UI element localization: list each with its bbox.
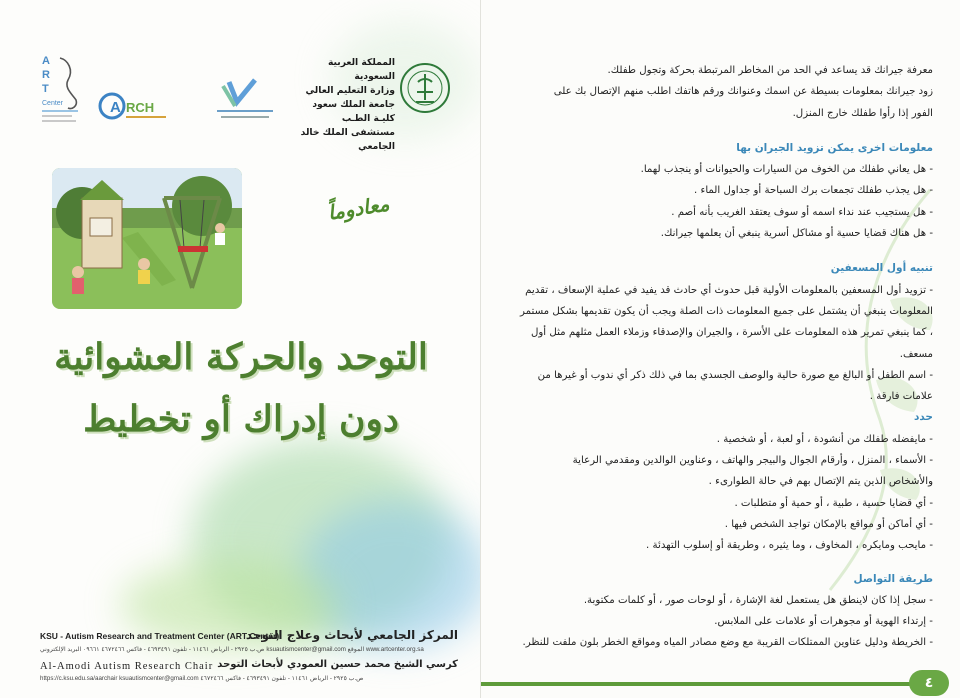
center-name-row bbox=[40, 628, 458, 644]
svg-text:RCH: RCH bbox=[126, 100, 155, 115]
section-line: علامات فارقة . bbox=[869, 391, 933, 403]
section-heading: حدد bbox=[913, 411, 933, 424]
arch-logo bbox=[98, 90, 170, 124]
svg-text:A: A bbox=[110, 99, 121, 116]
cover-title-line2: دون إدراك أو تخطيط bbox=[83, 398, 399, 440]
section-line: - تزويد أول المسعفين بالمعلومات الأولية قبل حدوث أي حادث قد يفيد في عملية الإسعاف ، تقديم bbox=[525, 284, 933, 296]
svg-text:Center: Center bbox=[42, 100, 64, 107]
section-heading: طريقة التواصل bbox=[853, 572, 933, 585]
center-contact: ص.ب ٢٩٢٥ - الرياض ١١٤٦١ - تلفون ٤٦٩٣٤٩١ - فاكس ٤٦٧٢٤٦٦ ٠٩٦٦١ البريد الإلكتروني ksuautismcenter@gmail.com الموقع www.artcenter.org.sa bbox=[40, 646, 424, 653]
section-line: - هل يجذب طفلك تجمعات برك السباحة أو جداول الماء . bbox=[694, 185, 933, 197]
section-line: - مايفضله طفلك من أنشودة ، أو لعبة ، أو شخصية . bbox=[716, 433, 933, 445]
section-line: مسعف. bbox=[899, 348, 933, 360]
section-line: - الخريطة ودليل عناوين الممتلكات القريبة مع وضع مصادر المياه ومواقع الخطر بلون ملفت للنظر. bbox=[522, 637, 933, 649]
art-center-logo bbox=[38, 50, 88, 130]
section-line: - اسم الطفل أو البالغ مع صورة حالية والوصف الجسدي بما في ذلك ذكر أي ندوب أو غيرها من bbox=[537, 369, 933, 381]
section-line: - هل يستجيب عند نداء اسمه أو سوف يعتقد الغريب بأنه أصم . bbox=[671, 206, 933, 218]
svg-text:R: R bbox=[42, 69, 50, 81]
page-number-bar bbox=[481, 682, 911, 686]
ksu-seal-logo bbox=[398, 58, 452, 120]
section-line: المعلومات ينبغي أن يشتمل على جميع المعلومات ذات الصلة ويجب أن يكون تقديمها بشكل مستمر bbox=[520, 305, 933, 317]
section-line: - الأسماء ، المنزل ، وأرقام الجوال والبيجر والهاتف ، وعناوين الوالدين ومقدمي الرعاية bbox=[572, 455, 933, 467]
chair-name-arabic: كرسي الشيخ محمد حسين العمودي لأبحاث التوحد bbox=[217, 659, 458, 670]
svg-text:A: A bbox=[42, 55, 50, 67]
kacst-logo bbox=[215, 76, 275, 124]
section-line: - هل هناك قضايا حسية أو مشاكل أسرية ينبغي أن يعلمها جيرانك. bbox=[660, 228, 933, 240]
chair-contact: https://c.ksu.edu.sa/aarchair ksuautismcenter@gmail.com ص.ب ٢٩٢٥ - الرياض ١١٤٦١ - تلفون ٤٦٩٣٤٩١ - فاكس ٤٦٧٢٤٦٦ bbox=[40, 675, 364, 682]
playground-photo bbox=[52, 168, 242, 309]
header-line: المملكة العربية السعودية bbox=[327, 57, 395, 82]
intro-line: معرفة جيرانك قد يساعد في الحد من المخاطر المرتبطة بحركة وتجول طفلك. bbox=[607, 65, 933, 76]
chair-name-english: Al-Amodi Autism Research Chair bbox=[40, 661, 214, 672]
cover-title-line1: التوحد والحركة العشوائية bbox=[54, 336, 428, 378]
header-line: جامعة الملك سعود bbox=[312, 99, 395, 110]
section-line: - مايحب ومايكره ، المخاوف ، وما يثيره ، وطريقة أو إسلوب التهدئة . bbox=[646, 540, 933, 552]
section-line: والأشخاص الذين يتم الإتصال بهم في حالة الطوارىء . bbox=[708, 476, 933, 488]
section-line: - أي أماكن أو مواقع بالإمكان تواجد الشخص فيها . bbox=[724, 518, 933, 530]
section-heading: تنبيه أول المسعفين bbox=[830, 262, 933, 275]
page-number: ٤ bbox=[909, 670, 949, 696]
section-line: ، كما ينبغي تمرير هذه المعلومات على الأسرة ، والجيران والإصدقاء وزملاء العمل مثلهم مثل أول bbox=[530, 327, 933, 339]
intro-line: الفور إذا رأوا طفلك خارج المنزل. bbox=[792, 107, 933, 119]
header-line: وزارة التعليم العالي bbox=[305, 85, 395, 96]
text-page bbox=[481, 0, 960, 698]
article-body bbox=[515, 60, 933, 654]
center-name-english: KSU - Autism Research and Treatment Center (ART Center) bbox=[40, 631, 280, 641]
svg-text:T: T bbox=[42, 83, 49, 95]
header-line: كليـة الطـب bbox=[341, 113, 395, 124]
section-line: - سجل إذا كان لاينطق هل يستعمل لغة الإشارة ، أو لوحات صور ، أو كلمات مكتوبة. bbox=[583, 594, 933, 606]
section-heading: معلومات اخرى يمكن تزويد الجيران بها bbox=[736, 141, 933, 154]
intro-line: زود جيرانك بمعلومات بسيطة عن اسمك وعنوانك ورقم هاتفك اطلب منهم الإتصال بك على bbox=[553, 86, 933, 98]
section-line: - أي قضايا حسية ، طبية ، أو حمية أو متطلبات . bbox=[734, 497, 933, 509]
center-name-arabic: المركز الجامعي لأبحاث وعلاج التوحد bbox=[245, 628, 458, 642]
section-line: - هل يعاني طفلك من الخوف من السيارات والحيوانات أو ينجذب لهما. bbox=[640, 164, 933, 176]
ministry-header bbox=[285, 56, 395, 154]
maadoom-calligraphy: معادوماً bbox=[326, 191, 391, 225]
section-line: - إرتداء الهوية أو مجوهرات أو علامات على الملابس. bbox=[714, 616, 933, 628]
header-line: مستشفى الملك خالد الجامعي bbox=[300, 127, 395, 152]
